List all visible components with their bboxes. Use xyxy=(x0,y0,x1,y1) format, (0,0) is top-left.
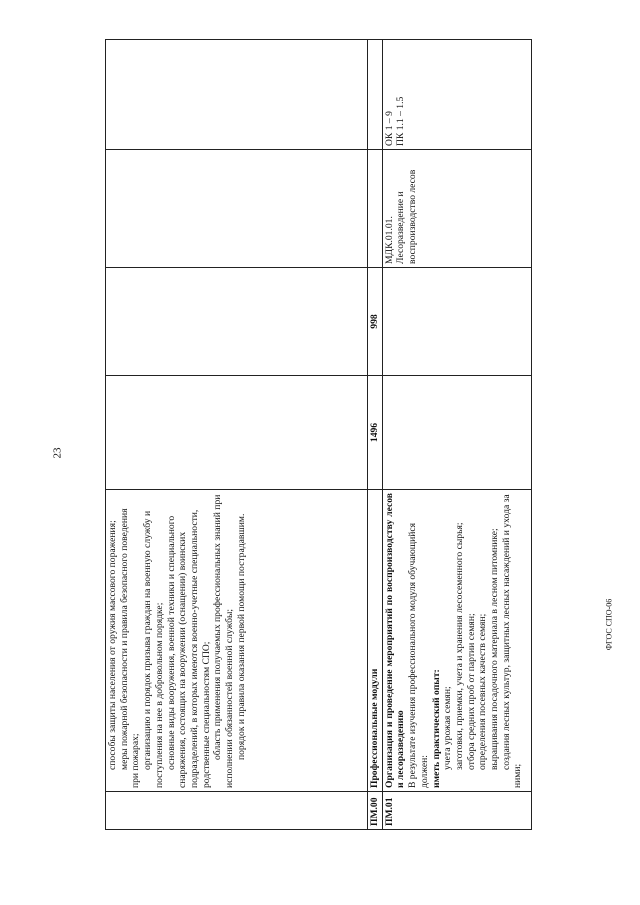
table-row-continuation xyxy=(106,40,368,830)
cell-pm00-code: ПМ.00 xyxy=(368,792,383,830)
cell-competency-empty xyxy=(106,40,368,150)
pm01-item: определения посевных качеств семян; xyxy=(477,613,489,770)
competency-professional: ПК 1.1 – 1.5 xyxy=(395,96,407,146)
pm01-item: заготовки, приемки, учета и хранения лесосеменного сырья; xyxy=(453,522,465,770)
continuation-line: меры пожарной безопасности и правила безопасного поведения при пожарах; xyxy=(118,508,142,788)
continuation-line: организацию и порядок призыва граждан на военную службу и поступления на нее в добровольном порядке; xyxy=(142,510,165,788)
cell-pm01-mdk xyxy=(382,150,531,268)
continuation-line: основные виды вооружения, военной техники и специального снаряжения, состоящих на вооружении (оснащении) воинских подразделений, в которых имеются военно-учетные специальности, родственные специальностям СПО; xyxy=(165,509,212,788)
continuation-line: область применения получаемых профессиональных знаний при исполнении обязанностей военной службы; xyxy=(212,494,236,788)
curriculum-table-sheet xyxy=(105,40,532,830)
pm01-item: учета урожая семян; xyxy=(442,686,454,770)
cell-pm01-class-hours-empty xyxy=(382,268,531,376)
cell-continuation-text xyxy=(106,490,368,792)
pm01-item: выращивания посадочного материала в лесном питомнике; xyxy=(489,528,501,770)
table-row-pm01 xyxy=(382,40,531,830)
pm01-intro: В результате изучения профессионального модуля обучающийся должен: xyxy=(407,522,430,788)
cell-pm01-max-hours-empty xyxy=(382,376,531,490)
cell-max-hours-empty xyxy=(106,376,368,490)
pm01-item: отбора средних проб от партии семян; xyxy=(465,613,477,770)
cell-pm00-max-hours: 1496 xyxy=(368,376,383,490)
pm01-heading: иметь практический опыт: xyxy=(430,669,442,788)
competency-general: ОК 1 – 9 xyxy=(383,111,395,146)
cell-pm00-mdk-empty xyxy=(368,150,383,268)
cell-code-empty xyxy=(106,792,368,830)
cell-pm01-competencies xyxy=(382,40,531,150)
pm01-title: Организация и проведение мероприятий по воспроизводству лесов и лесоразведению xyxy=(383,493,407,788)
curriculum-table xyxy=(105,39,532,830)
pm01-item: создания лесных культур, защитных лесных насаждений и ухода за ними; xyxy=(500,494,524,788)
cell-mdk-empty xyxy=(106,150,368,268)
cell-pm01-code: ПМ.01 xyxy=(382,792,531,830)
continuation-line: порядок и правила оказания первой помощи пострадавшим. xyxy=(235,513,247,760)
cell-pm00-class-hours: 998 xyxy=(368,268,383,376)
table-row-pm00 xyxy=(368,40,383,830)
page-number: 23 xyxy=(51,447,64,459)
cell-pm01-content xyxy=(382,490,531,792)
cell-pm00-title: Профессиональные модули xyxy=(368,490,383,792)
mdk-code: МДК.01.01. xyxy=(383,216,395,264)
continuation-line: способы защиты населения от оружия массового поражения; xyxy=(107,520,118,770)
footer-standard-code: ФГОС СПО-06 xyxy=(604,598,614,651)
mdk-title: Лесоразведение и воспроизводство лесов xyxy=(395,169,419,264)
cell-pm00-competency-empty xyxy=(368,40,383,150)
cell-class-hours-empty xyxy=(106,268,368,376)
